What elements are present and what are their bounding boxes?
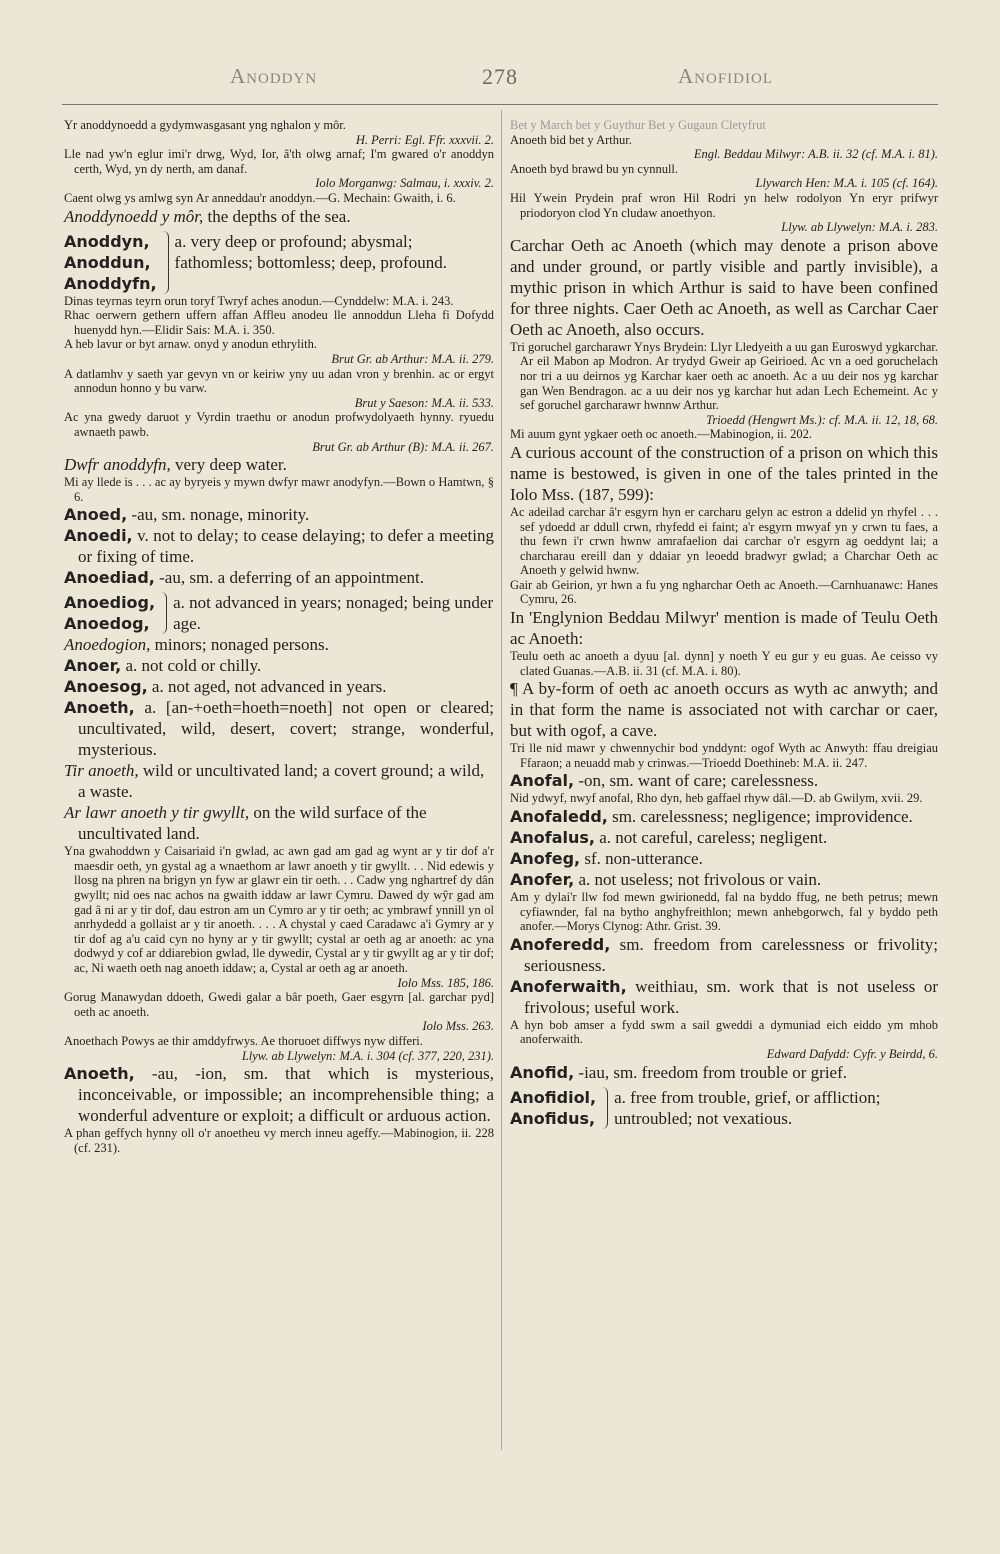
commentary-paragraph: ¶ A by-form of oeth ac anoeth occurs as wyth ac anwyth; and in that form the name is associated not with carchar or caer, but with ogof, a cave. (510, 679, 938, 741)
quotation (510, 191, 938, 235)
entry-headword: Anofaledd, (510, 807, 608, 827)
phrase-entry (64, 802, 494, 844)
quotation (510, 505, 938, 578)
quotation (64, 1126, 494, 1155)
quotation-text: Gair ab Geirion, yr hwn a fu yng ngharchar Oeth ac Anoeth.—Carnhuanawc: Hanes Cymru, 26. (510, 577, 938, 607)
quotation-source: Llyw. ab Llywelyn: M.A. i. 304 (cf. 377, 220, 231). (241, 1048, 494, 1063)
header-rule (62, 104, 938, 105)
quotation-text: Mi ay llede is . . . ac ay byryeis y mywn dwfyr mawr anodyfyn.—Bown o Hamtwn, § 6. (64, 475, 494, 504)
quotation-text: Dinas teyrnas teyrn orun toryf Twryf aches anodun.—Cynddelw: M.A. i. 243. (64, 293, 454, 308)
quotation (510, 340, 938, 428)
entry-definition: sm. freedom from carelessness or frivolity; seriousness. (524, 934, 938, 975)
quotation-text: Rhac oerwern gethern uffern affan Affleu anodeu lle annoddun Lleha fi Dofydd huenydd hyn.—Elidir Sais: M.A. i. 350. (64, 308, 494, 337)
header-right-word: Anofidiol (678, 64, 773, 88)
commentary-paragraph: In 'Englynion Beddau Milwyr' mention is made of Teulu Oeth ac Anoeth: (510, 608, 938, 649)
quotation (64, 337, 494, 366)
quotation (64, 294, 494, 309)
entry-headword: Anoer, (64, 656, 122, 676)
quotation-text: Teulu oeth ac anoeth a dyuu [al. dynn] y noeth Y eu gur y eu guas. Ae ceisso vy clated Guanas.—A.B. ii. 31 (cf. M.A. i. 80). (510, 649, 938, 678)
entry-headword: Anoedog, (64, 614, 150, 634)
quotation (64, 990, 494, 1034)
entry-definition: -au, -ion, sm. that which is mysterious, inconceivable, or impossible; an incomprehensible thing; a wonderful adventure or exploit; a difficult or arduous action. (78, 1064, 494, 1126)
commentary-paragraph: A curious account of the construction of a prison on which this name is bestowed, is given in one of the tales printed in the Iolo Mss. (187, 599): (510, 442, 938, 504)
entry-headword: Anoeth, (64, 1064, 135, 1084)
quotation (510, 162, 938, 191)
phrase-text: Anoddynoedd y môr, (64, 206, 204, 226)
quotation-source: Llywarch Hen: M.A. i. 105 (cf. 164). (755, 176, 938, 191)
entry-definition: v. not to delay; to cease delaying; to defer a meeting or fixing of time. (78, 526, 494, 567)
phrase-translation: the depths of the sea. (203, 206, 351, 226)
entry-definition: a. not useless; not frivolous or vain. (574, 870, 822, 890)
entry-definition: sm. carelessness; negligence; improvidence. (607, 807, 913, 827)
grouped-headwords (510, 1087, 600, 1129)
quotation-text: Yna gwahoddwn y Caisariaid i'n gwlad, ac awn gad am gad ag wynt ar y tir dof a'r maesdir oeth, yn gystal ag a wnaethom ar lawr anoeth y tir gwyllt. . . Nid edewis y llosg na phren na brigyn yn fyw ar glawr ein tir oeth. . . Cadw yng nghartref dy dân gwyllt; nid oes nac achos na gwaith iddaw ar lawr Cymru. Dawed dy wŷr gad am gad â ni ar y tir dof, dau estron am un Cymro ar y tir oeth; ac ymbrawf ynnill yn ol anrhydedd a gollaist ar y tir anoeth. . . . A chystal y caed Caradawc a'i Gymry ar y tir dof ag a'u caid cyn no hyny ar y tir gwyllt; cystal ar oeth ag ar anoeth: ac yna dodwyd y cof ar ddiarebion gwlad, lle dywedir, Cystal ar y tir gwyllt ag ar y tir dof; ac, Ni waeth oeth nag anoeth iddaw; a, Cystal ar oeth ag ar anoeth. (64, 844, 494, 976)
phrase-text: Ar lawr anoeth y tir gwyllt, (64, 803, 250, 823)
entry-headword: Anoddyfn, (64, 273, 157, 293)
dictionary-entry (510, 770, 938, 791)
entry-headword: Anoferwaith, (510, 976, 627, 996)
entry-headword: Anoddyn, (64, 231, 150, 251)
entry-definition: -au, sm. a deferring of an appointment. (154, 568, 424, 588)
entry-headword: Anoediad, (64, 568, 155, 588)
entry-headword: Anofalus, (510, 828, 595, 848)
quotation-text: Ac adeilad carchar â'r esgyrn hyn er carcharu gelyn ac estron a ddelid yn rhyfel . . . sef ydoedd ar ddull crwn, rhyfedd ei faint; a'r esgyrn mwyaf yn y crwn tu faes, a thu fewn i'r crwn hwnw amrafaelion dai carchar o'r esgyrn ag oeddynt lai; a charcharau ereill dan y ddaiar yn leoedd bradwyr gwlad; a Charchar Oeth ac Anoeth y gelwid hwnw. (510, 504, 938, 578)
page-number: 278 (482, 64, 518, 89)
entry-definition: weithiau, sm. work that is not useless or frivolous; useful work. (524, 976, 938, 1017)
quotation-text: Lle nad yw'n eglur imi'r drwg, Wyd, Ior, â'th olwg arnaf; I'm gwared o'r anoddyn certh, Wyd, yn dy nerth, am danaf. (64, 147, 494, 176)
quotation (510, 741, 938, 770)
entry-headword: Anoeth, (64, 698, 135, 718)
dictionary-entry (510, 827, 938, 848)
entry-definition: a. not cold or chilly. (121, 656, 262, 676)
quotation (510, 890, 938, 934)
entry-headword: Anoesog, (64, 677, 148, 697)
quotation-source: Trioedd (Hengwrt Ms.): cf. M.A. ii. 12, 18, 68. (706, 412, 938, 427)
quotation-text: Ac yna gwedy daruot y Vyrdin traethu or anodun profwydolyaeth hynny. ryuedu awnaeth pawb. (64, 410, 494, 439)
phrase-entry (64, 454, 494, 475)
header-left-word: Anoddyn (230, 64, 318, 88)
left-column (64, 118, 494, 1155)
quotation (64, 367, 494, 411)
quotation-source: Brut Gr. ab Arthur: M.A. ii. 279. (331, 351, 494, 366)
quotation-text: Tri goruchel garcharawr Ynys Brydein: Llyr Lledyeith a uu gan Euroswyd ygkarchar. Ar eil Mabon ap Modron. Ar trydyd Gweir ap Geirioed. Ac vn a oed goruchelach nor tri a uu deirnos yg Karchar kaer oeth ac anoeth. Ac a uu deir nos yg karchar gan Wen Bendragon. ac a uu deir nos yg karchar hut adan Lech Echemeint. Ac y sef goruchel garcharawr hwnnw Arthur. (510, 339, 938, 413)
dictionary-entry (64, 525, 494, 567)
quotation-text: Anoethach Powys ae thir amddyfrwys. Ae thoruoet diffwys nyw differi. (64, 1034, 423, 1048)
quotation-source: Brut Gr. ab Arthur (B): M.A. ii. 267. (312, 439, 494, 454)
quotation (64, 844, 494, 990)
quotation-text: Yr anoddynoedd a gydymwasgasant yng nghalon y môr. (64, 118, 346, 132)
quotation-source: Iolo Mss. 263. (422, 1019, 494, 1034)
quotation (64, 118, 494, 147)
quotation (510, 118, 938, 133)
phrase-text: Dwfr anoddyfn, (64, 455, 171, 475)
entry-definition: a. very deep or profound; abysmal; fathomless; bottomless; deep, profound. (174, 231, 447, 272)
quotation (510, 791, 938, 806)
dictionary-entry (64, 1063, 494, 1126)
quotation-text: Tri lle nid mawr y chwennychir bod ynddynt: ogof Wyth ac Anwyth: ffau dreigiau Ffaraon; a neuadd mab y crinwas.—Trioedd Doethineb: M.A. ii. 247. (510, 741, 938, 770)
dictionary-entry (64, 567, 494, 588)
entry-headword: Anofal, (510, 771, 575, 791)
entry-headword: Anofidus, (510, 1108, 596, 1128)
grouped-entry (64, 231, 494, 294)
entry-definition: a. [an-+oeth=hoeth=noeth] not open or cleared; uncultivated, wild, desert, covert; strange, wonderful, mysterious. (78, 698, 494, 760)
brace (159, 592, 167, 634)
quotation-text: Bet y March bet y Guythur Bet y Gugaun Cletyfrut (510, 118, 766, 132)
entry-headword: Anoed, (64, 505, 128, 525)
quotation-text: Mi auum gynt ygkaer oeth oc anoeth.—Mabinogion, ii. 202. (510, 427, 813, 442)
quotation-source: Brut y Saeson: M.A. ii. 533. (354, 395, 494, 410)
entry-definition: -au, sm. nonage, minority. (127, 505, 310, 525)
entry-headword: Anoedi, (64, 526, 133, 546)
quotation-text: Gorug Manawydan ddoeth, Gwedi galar a bâr poeth, Gaer esgyrn [al. garchar pyd] oeth ac anoeth. (64, 990, 494, 1019)
entry-headword: Anofid, (510, 1062, 575, 1082)
phrase-text: Anoedogion, (64, 635, 151, 655)
quotation-text: Nid ydwyf, nwyf anofal, Rho dyn, heb gaffael rhyw dâl.—D. ab Gwilym, xvii. 29. (510, 791, 923, 806)
grouped-entry (510, 1087, 938, 1129)
quotation-text: Caent olwg ys amlwg syn Ar anneddau'r anoddyn.—G. Mechain: Gwaith, i. 6. (64, 190, 456, 205)
phrase-entry (64, 206, 494, 227)
quotation-text: A heb lavur or byt arnaw. onyd y anodun ethrylith. (64, 337, 317, 352)
quotation (64, 147, 494, 191)
phrase-entry (64, 634, 494, 655)
dictionary-entry (510, 806, 938, 827)
phrase-translation: on the wild surface of the uncultivated land. (78, 803, 427, 844)
quotation-source: Llyw. ab Llywelyn: M.A. i. 283. (781, 220, 938, 235)
quotation (510, 578, 938, 607)
quotation (510, 649, 938, 678)
entry-definition: a. not aged, not advanced in years. (147, 677, 387, 697)
brace (600, 1087, 608, 1129)
quotation-text: Am y dylai'r llw fod mewn gwirionedd, fal na byddo ffug, ne beth petrus; mewn cyfiawnder, fal na bytho anghyfreithlon; mewn anhebgorwch, fal y byddo peth anofer.—Morys Clynog: Athr. Grist. 39. (510, 890, 938, 934)
entry-headword: Anoferedd, (510, 934, 611, 954)
dictionary-entry (64, 504, 494, 525)
grouped-headwords (64, 592, 159, 634)
quotation-source: Engl. Beddau Milwyr: A.B. ii. 32 (cf. M.A. i. 81). (693, 147, 938, 162)
dictionary-entry (64, 676, 494, 697)
quotation-text: Hil Ywein Prydein praf wron Hil Rodri yn helw rodolyon Yn eryr prifwyr priodoryon clod Yn cludaw anoethyon. (510, 190, 938, 220)
phrase-entry (64, 760, 494, 802)
entry-headword: Anofeg, (510, 849, 581, 869)
entry-definition: a. not careful, careless; negligent. (595, 828, 828, 848)
quotation-source: Iolo Morganwg: Salmau, i. xxxiv. 2. (315, 176, 494, 191)
entry-headword: Anoddun, (64, 252, 151, 272)
dictionary-entry (64, 655, 494, 676)
entry-definition: a. free from trouble, grief, or affliction; untroubled; not vexatious. (614, 1087, 881, 1128)
quotation-text: Anoeth bid bet y Arthur. (510, 132, 632, 147)
column-divider (501, 110, 502, 1450)
quotation (510, 1018, 938, 1062)
right-column (510, 118, 938, 1129)
quotation-source: H. Perri: Egl. Ffr. xxxvii. 2. (355, 132, 494, 147)
quotation (510, 427, 938, 442)
entry-headword: Anoediog, (64, 593, 156, 613)
phrase-translation: wild or uncultivated land; a covert ground; a wild, a waste. (78, 761, 485, 802)
quotation (64, 410, 494, 454)
quotation (510, 133, 938, 162)
phrase-translation: minors; nonaged persons. (150, 635, 329, 655)
dictionary-entry (510, 869, 938, 890)
entry-definition: -on, sm. want of care; carelessness. (574, 771, 819, 791)
dictionary-entry (510, 934, 938, 976)
entry-definition: sf. non-utterance. (580, 849, 703, 869)
phrase-text: Tir anoeth, (64, 761, 139, 781)
quotation (64, 191, 494, 206)
quotation (64, 475, 494, 504)
commentary-paragraph: Carchar Oeth ac Anoeth (which may denote a prison above and under ground, or partly visible and partly invisible), a mythic prison in which Arthur is said to have been confined for three nights. Caer Oeth ac Anoeth, as well as Carchar Caer Oeth ac Anoeth, also occurs. (510, 235, 938, 339)
quotation-text: A phan geffych hynny oll o'r anoetheu vy merch inneu ageffy.—Mabinogion, ii. 228 (cf. 231). (64, 1126, 494, 1155)
entry-definition: a. not advanced in years; nonaged; being under age. (173, 593, 494, 634)
entry-headword: Anofidiol, (510, 1087, 597, 1107)
quotation (64, 1034, 494, 1063)
running-header (0, 64, 1000, 104)
quotation (64, 308, 494, 337)
entry-definition: -iau, sm. freedom from trouble or grief. (574, 1062, 848, 1082)
grouped-headwords (64, 231, 161, 294)
quotation-text: A datlamhv y saeth yar gevyn vn or keiriw yny uu adan vron y brenhin. ac or ergyt annodun honno y bu varw. (64, 366, 494, 396)
dictionary-entry (510, 848, 938, 869)
quotation-source: Edward Dafydd: Cyfr. y Beirdd, 6. (766, 1047, 938, 1061)
quotation-text: Anoeth byd brawd bu yn cynnull. (510, 161, 679, 176)
dictionary-entry (510, 976, 938, 1018)
brace (161, 231, 169, 294)
quotation-source: Iolo Mss. 185, 186. (397, 975, 494, 990)
dictionary-entry (64, 697, 494, 760)
grouped-entry (64, 592, 494, 634)
dictionary-entry (510, 1062, 938, 1083)
phrase-translation: very deep water. (170, 455, 287, 475)
quotation-text: A hyn bob amser a fydd swm a sail gweddi a dymuniad eich eiddo ym mhob anoferwaith. (510, 1017, 938, 1047)
entry-headword: Anofer, (510, 870, 575, 890)
